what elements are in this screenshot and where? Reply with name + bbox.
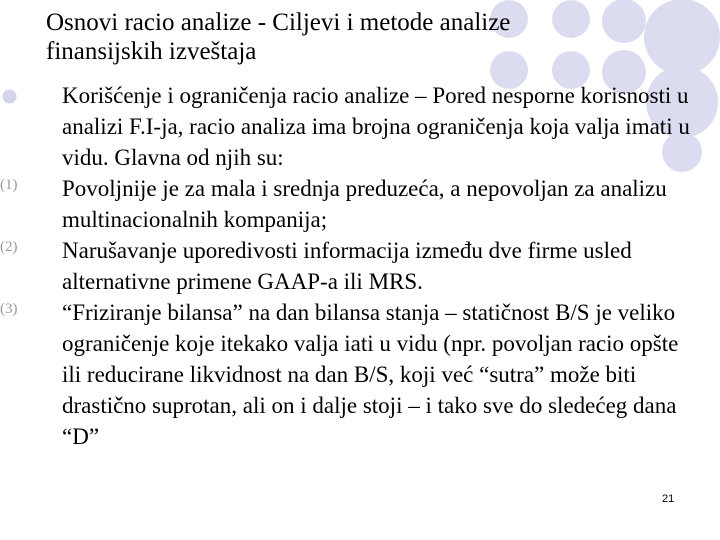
list-item — [0, 173, 720, 235]
decor-circle — [602, 0, 646, 43]
list-number: (2) — [0, 239, 18, 255]
content-list — [0, 80, 720, 452]
list-item-text: Povoljnije je za mala i srednja preduzeća, a nepovoljan za analizu multinacionalnih kompanija; — [62, 176, 667, 232]
list-item — [0, 235, 720, 297]
bullet-circle-icon — [2, 89, 17, 104]
slide-title: Osnovi racio analize - Ciljevi i metode analize finansijskih izveštaja — [46, 9, 511, 65]
list-item — [0, 80, 720, 173]
list-item — [0, 297, 720, 452]
list-item-text: Narušavanje uporedivosti informacija između dve firme usled alternativne primene GAAP-a ili MRS. — [62, 238, 632, 294]
list-item-text: Korišćenje i ograničenja racio analize – Pored nesporne korisnosti u analizi F.I-ja, racio analiza ima brojna ograničenja koja valja imati u vidu. Glavna od njih su: — [62, 83, 690, 170]
list-item-text: “Friziranje bilansa” na dan bilansa stanja – statičnost B/S je veliko ograničenje koje itekako valja iati u vidu (npr. povoljan racio opšte ili reducirane likvidnost na dan B/S, koji već “sutra” može biti drastično suprotan, ali on i dalje stoji – i tako sve do sledećeg dana “D” — [62, 300, 679, 449]
list-number: (1) — [0, 177, 18, 193]
list-number: (3) — [0, 301, 18, 317]
decor-circle — [644, 0, 720, 75]
page-number: 21 — [662, 493, 675, 505]
